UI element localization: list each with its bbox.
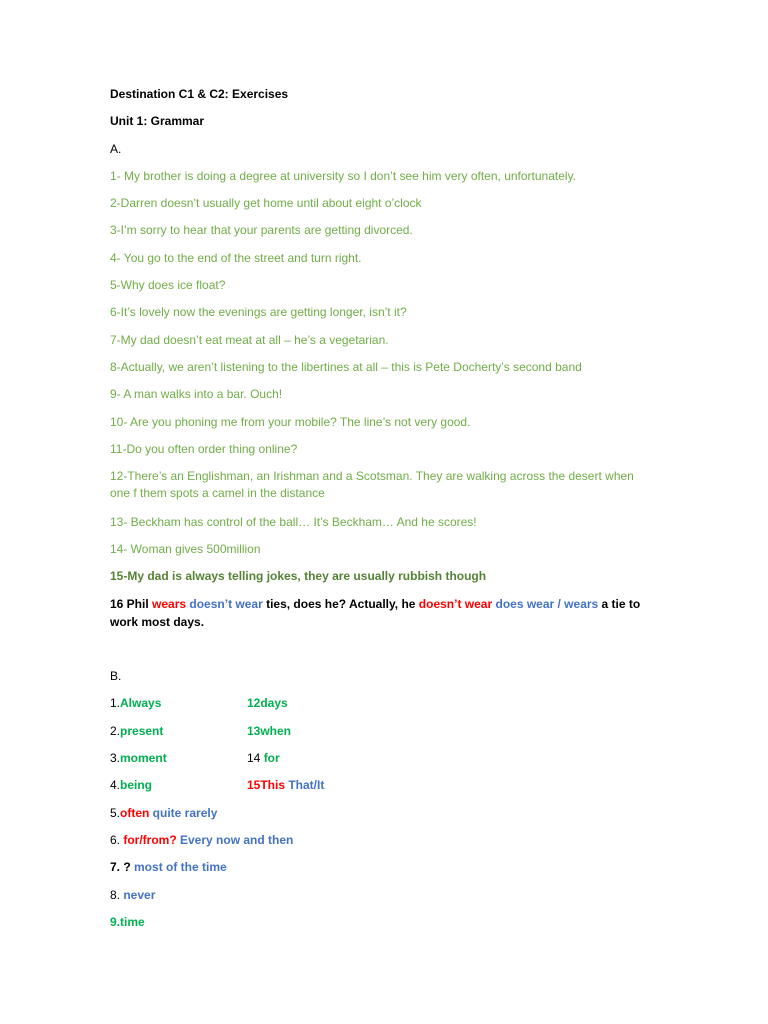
b-number: 3. <box>110 751 121 765</box>
item16-continuation: work most days. <box>110 615 205 629</box>
b-answer-correction: quite rarely <box>149 806 218 820</box>
item16-wrong-1: wears <box>152 597 187 611</box>
b-answer: being <box>120 778 153 792</box>
answer-a-10: 10- Are you phoning me from your mobile? The line’s not very good. <box>110 415 471 429</box>
b-answer: for <box>263 751 280 765</box>
b-answer: Always <box>120 696 162 710</box>
answer-a-16 <box>110 595 650 631</box>
answer-b-3 <box>110 750 167 766</box>
answer-a-9: 9- A man walks into a bar. Ouch! <box>110 387 283 401</box>
b-number: 8. <box>110 888 124 902</box>
answer-a-1: 1- My brother is doing a degree at university so I don’t see him very often, unfortunately. <box>110 169 577 183</box>
item16-suffix: a tie to <box>598 597 641 611</box>
answer-a-2: 2-Darren doesn’t usually get home until about eight o’clock <box>110 196 422 210</box>
answer-a-8: 8-Actually, we aren’t listening to the libertines at all – this is Pete Docherty’s second band <box>110 360 582 374</box>
b-answer-correction: That/It <box>285 778 325 792</box>
b-answer-wrong: often <box>120 806 150 820</box>
item16-wrong-2: doesn’t wear <box>418 597 493 611</box>
answer-a-7: 7-My dad doesn’t eat meat at all – he’s a vegetarian. <box>110 333 389 347</box>
b-answer: 9.time <box>110 915 145 929</box>
answer-b-14 <box>247 750 280 766</box>
b-number: 5. <box>110 806 121 820</box>
section-a-heading: A. <box>110 142 122 156</box>
answer-b-12 <box>247 695 288 711</box>
answer-b-1 <box>110 695 161 711</box>
b-number: 6. <box>110 833 124 847</box>
item16-middle: ties, does he? Actually, he <box>262 597 419 611</box>
b-number: 1. <box>110 696 121 710</box>
b-number: 14 <box>247 751 264 765</box>
b-answer-wrong: 15This <box>247 778 286 792</box>
b-answer-correction: Every now and then <box>176 833 294 847</box>
b-number: 7. ? <box>110 860 135 874</box>
answer-b-5 <box>110 805 217 821</box>
answer-b-4 <box>110 777 152 793</box>
document-title: Destination C1 & C2: Exercises <box>110 87 289 101</box>
answer-a-6: 6-It’s lovely now the evenings are getting longer, isn’t it? <box>110 305 407 319</box>
answer-b-15 <box>247 777 324 793</box>
b-answer: 13when <box>247 724 292 738</box>
answer-b-8 <box>110 887 155 903</box>
b-answer: present <box>120 724 164 738</box>
b-answer: 12days <box>247 696 288 710</box>
b-answer-correction: most of the time <box>134 860 227 874</box>
answer-b-7 <box>110 859 227 875</box>
b-number: 2. <box>110 724 121 738</box>
section-b-heading: B. <box>110 669 122 683</box>
answer-a-4: 4- You go to the end of the street and turn right. <box>110 251 362 265</box>
item16-prefix: 16 Phil <box>110 597 153 611</box>
answer-b-6 <box>110 832 293 848</box>
unit-heading: Unit 1: Grammar <box>110 114 205 128</box>
answer-a-15: 15-My dad is always telling jokes, they are usually rubbish though <box>110 569 487 583</box>
answer-a-3: 3-I’m sorry to hear that your parents are getting divorced. <box>110 223 413 237</box>
b-answer-correction: never <box>123 888 156 902</box>
b-answer-wrong: for/from? <box>123 833 177 847</box>
answer-b-9 <box>110 914 145 930</box>
item16-correction-2: does wear / wears <box>492 597 599 611</box>
answer-b-2 <box>110 723 163 739</box>
b-number: 4. <box>110 778 121 792</box>
answer-b-13 <box>247 723 291 739</box>
answer-a-13: 13- Beckham has control of the ball… It’s Beckham… And he scores! <box>110 515 477 529</box>
answer-a-5: 5-Why does ice float? <box>110 278 226 292</box>
answer-a-12: 12-There’s an Englishman, an Irishman and a Scotsman. They are walking across the desert when one f them spots a camel in the distance <box>110 469 634 500</box>
b-answer: moment <box>120 751 167 765</box>
answer-a-14: 14- Woman gives 500million <box>110 542 261 556</box>
item16-correction-1: doesn’t wear <box>186 597 263 611</box>
answer-a-11: 11-Do you often order thing online? <box>110 442 298 456</box>
